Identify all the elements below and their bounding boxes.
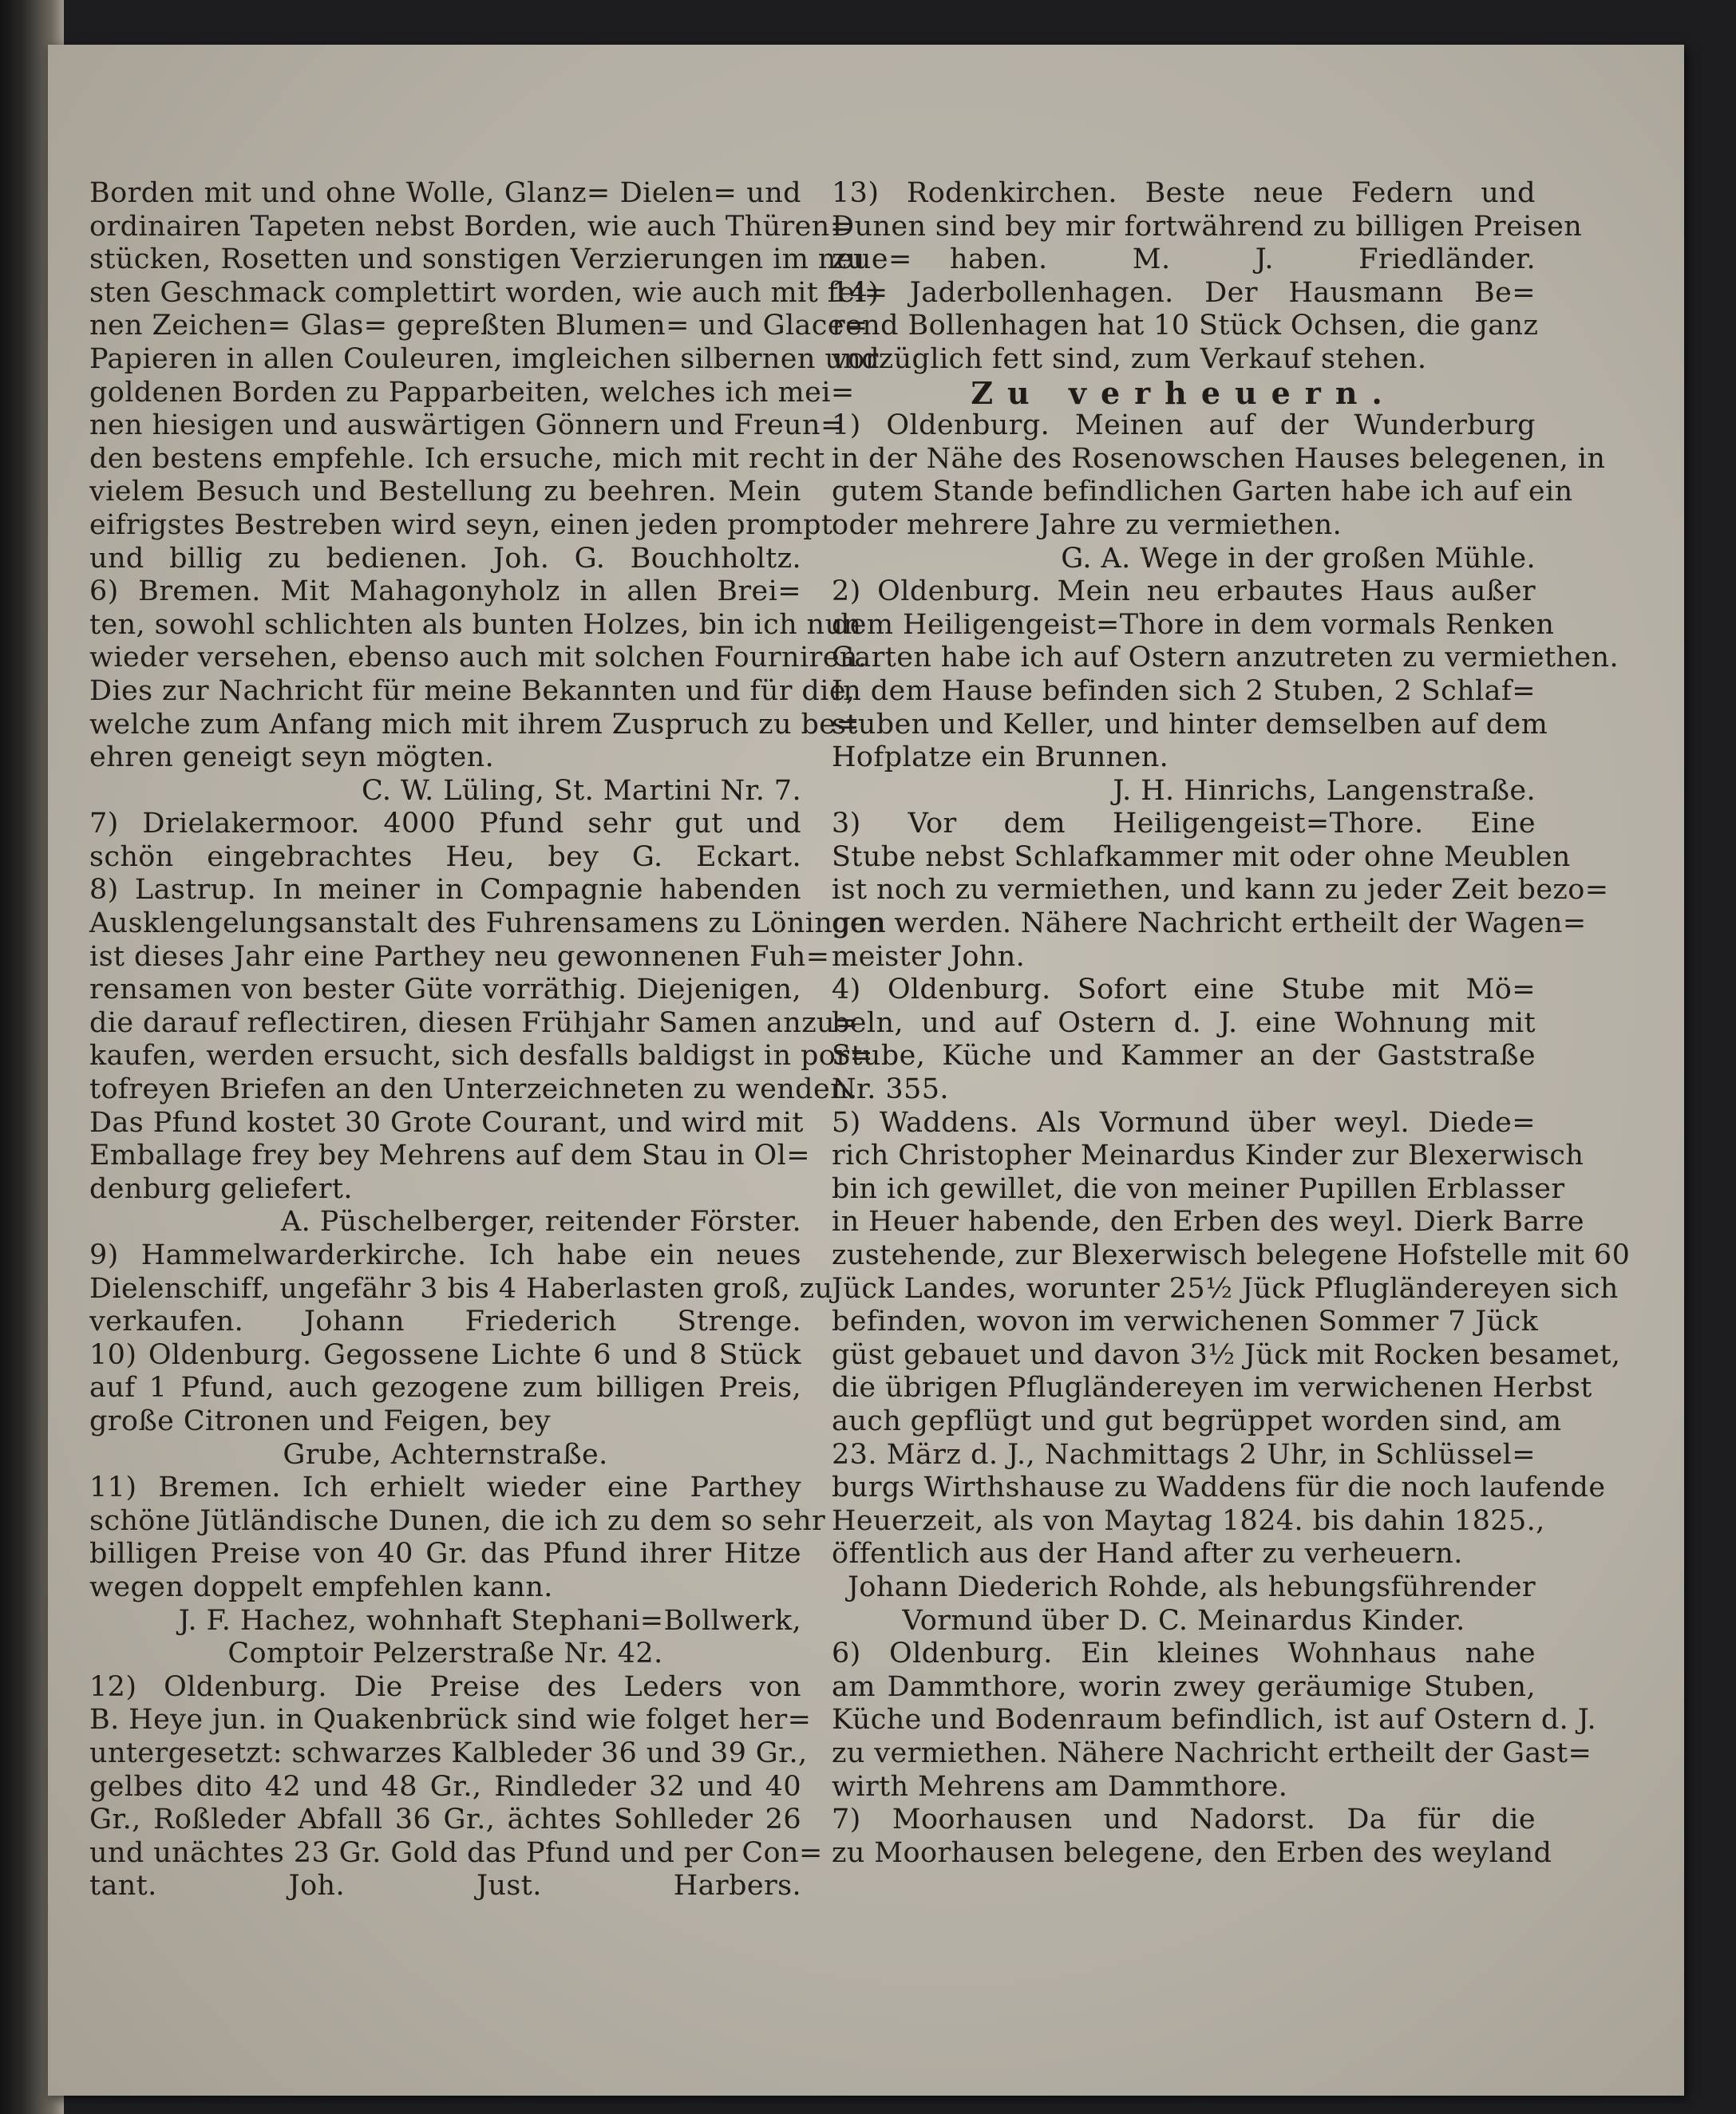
signature-line: A. Püschelberger, reitender Förster. xyxy=(281,1206,801,1239)
signature-line: Comptoir Pelzerstraße Nr. 42. xyxy=(227,1638,663,1670)
text-line: öffentlich aus der Hand after zu verheuern. xyxy=(832,1538,1463,1571)
text-line: 7) Drielakermoor. 4000 Pfund sehr gut und xyxy=(89,808,801,840)
signature-line: Vormund über D. C. Meinardus Kinder. xyxy=(902,1604,1465,1637)
text-line: ist dieses Jahr eine Parthey neu gewonnenen Fuh= xyxy=(89,940,830,973)
text-line: goldenen Borden zu Papparbeiten, welches ich mei= xyxy=(89,376,855,409)
text-line: 4) Oldenburg. Sofort eine Stube mit Mö= xyxy=(832,974,1536,1006)
text-line: billigen Preise von 40 Gr. das Pfund ihrer Hitze xyxy=(89,1538,801,1571)
text-line: Stube, Küche und Kammer an der Gaststraße xyxy=(832,1040,1536,1073)
text-line: denburg geliefert. xyxy=(89,1172,353,1205)
text-line: eifrigstes Bestreben wird seyn, einen jeden prompt xyxy=(89,508,833,541)
text-line: untergesetzt: schwarzes Kalbleder 36 und 39 Gr., xyxy=(89,1737,808,1769)
text-line: Dies zur Nachricht für meine Bekannten und für die, xyxy=(89,674,856,707)
text-line: die darauf reflectiren, diesen Frühjahr Samen anzu= xyxy=(89,1006,859,1039)
text-line: Borden mit und ohne Wolle, Glanz= Dielen= und xyxy=(89,177,801,209)
text-line: und unächtes 23 Gr. Gold das Pfund und per Con= xyxy=(89,1836,823,1869)
text-line: zu vermiethen. Nähere Nachricht ertheilt der Gast= xyxy=(832,1737,1592,1769)
text-line: zustehende, zur Blexerwisch belegene Hofstelle mit 60 xyxy=(832,1239,1631,1271)
text-line: wegen doppelt empfehlen kann. xyxy=(89,1571,553,1603)
text-line: wieder versehen, ebenso auch mit solchen Fourniren. xyxy=(89,642,868,674)
text-line: Papieren in allen Couleuren, imgleichen silbernen und xyxy=(89,342,880,375)
text-line: gutem Stande befindlichen Garten habe ich auf ein xyxy=(832,476,1573,508)
text-line: oder mehrere Jahre zu vermiethen. xyxy=(832,508,1343,541)
text-line: auch gepflügt und gut begrüppet worden sind, am xyxy=(832,1405,1562,1437)
text-line: auf 1 Pfund, auch gezogene zum billigen Preis, xyxy=(89,1372,801,1405)
text-line: vorzüglich fett sind, zum Verkauf stehen. xyxy=(832,342,1427,375)
text-line: ehren geneigt seyn mögten. xyxy=(89,741,495,774)
text-line: welche zum Anfang mich mit ihrem Zuspruch zu be= xyxy=(89,708,860,741)
text-line: In dem Hause befinden sich 2 Stuben, 2 Schlaf= xyxy=(832,674,1536,707)
text-line: burgs Wirthshause zu Waddens für die noch laufende xyxy=(832,1472,1606,1504)
text-line: die übrigen Pflugländereyen im verwichenen Herbst xyxy=(832,1372,1592,1405)
text-line: dem Heiligengeist=Thore in dem vormals Renken xyxy=(832,608,1555,641)
text-line: in der Nähe des Rosenowschen Hauses belegenen, in xyxy=(832,442,1606,475)
text-line: beln, und auf Ostern d. J. eine Wohnung mit xyxy=(832,1006,1536,1039)
text-line: schöne Jütländische Dunen, die ich zu dem so sehr xyxy=(89,1504,826,1537)
text-line: 8) Lastrup. In meiner in Compagnie habenden xyxy=(89,874,801,907)
signature-line: Johann Diederich Rohde, als hebungsführender xyxy=(847,1571,1536,1603)
signature-line: J. H. Hinrichs, Langenstraße. xyxy=(1113,774,1536,807)
text-line: zu haben. M. J. Friedländer. xyxy=(832,243,1536,276)
signature-line: C. W. Lüling, St. Martini Nr. 7. xyxy=(361,774,801,807)
text-line: rich Christopher Meinardus Kinder zur Blexerwisch xyxy=(832,1140,1584,1172)
text-line: 2) Oldenburg. Mein neu erbautes Haus außer xyxy=(832,575,1536,608)
section-heading: Zu verheuern. xyxy=(971,374,1397,411)
signature-line: J. F. Hachez, wohnhaft Stephani=Bollwerk, xyxy=(178,1604,801,1637)
text-line: Heuerzeit, als von Maytag 1824. bis dahin 1825., xyxy=(832,1504,1545,1537)
text-line: schön eingebrachtes Heu, bey G. Eckart. xyxy=(89,840,801,873)
text-line: gen werden. Nähere Nachricht ertheilt der Wagen= xyxy=(832,907,1587,940)
right-column xyxy=(832,177,1631,1870)
text-line: 9) Hammelwarderkirche. Ich habe ein neues xyxy=(89,1239,801,1271)
text-line: rensamen von bester Güte vorräthig. Diejenigen, xyxy=(89,974,801,1006)
text-line: Garten habe ich auf Ostern anzutreten zu vermiethen. xyxy=(832,642,1619,674)
text-line: nen Zeichen= Glas= gepreßten Blumen= und Glace= xyxy=(89,310,868,342)
text-line: 7) Moorhausen und Nadorst. Da für die xyxy=(832,1804,1536,1836)
text-line: 23. März d. J., Nachmittags 2 Uhr, in Schlüssel= xyxy=(832,1438,1536,1471)
text-line: stücken, Rosetten und sonstigen Verzierungen im neue= xyxy=(89,243,912,276)
text-line: Hofplatze ein Brunnen. xyxy=(832,741,1169,774)
text-line: rend Bollenhagen hat 10 Stück Ochsen, die ganz xyxy=(832,310,1539,342)
text-line: tofreyen Briefen an den Unterzeichneten zu wenden. xyxy=(89,1073,858,1106)
text-line: wirth Mehrens am Dammthore. xyxy=(832,1770,1288,1803)
text-line: bin ich gewillet, die von meiner Pupillen Erblasser xyxy=(832,1172,1565,1205)
text-line: 10) Oldenburg. Gegossene Lichte 6 und 8 Stück xyxy=(89,1338,801,1371)
text-line: ist noch zu vermiethen, und kann zu jeder Zeit bezo= xyxy=(832,874,1609,907)
text-line: große Citronen und Feigen, bey xyxy=(89,1405,551,1437)
text-line: Gr., Roßleder Abfall 36 Gr., ächtes Sohlleder 26 xyxy=(89,1804,801,1836)
text-line: ten, sowohl schlichten als bunten Holzes, bin ich nun xyxy=(89,608,862,641)
text-line: ordinairen Tapeten nebst Borden, wie auch Thüren= xyxy=(89,210,854,243)
text-line: den bestens empfehle. Ich ersuche, mich mit recht xyxy=(89,442,825,475)
text-line: B. Heye jun. in Quakenbrück sind wie folget her= xyxy=(89,1704,812,1737)
text-line: und billig zu bedienen. Joh. G. Bouchholtz. xyxy=(89,542,801,575)
text-line: Nr. 355. xyxy=(832,1073,949,1106)
text-line: kaufen, werden ersucht, sich desfalls baldigst in por= xyxy=(89,1040,874,1073)
text-line: 13) Rodenkirchen. Beste neue Federn und xyxy=(832,177,1536,209)
signature-line: Grube, Achternstraße. xyxy=(283,1438,608,1471)
text-line: güst gebauet und davon 3½ Jück mit Rocken besamet, xyxy=(832,1338,1621,1371)
text-line: 5) Waddens. Als Vormund über weyl. Diede= xyxy=(832,1106,1536,1139)
text-line: 6) Bremen. Mit Mahagonyholz in allen Brei= xyxy=(89,575,801,608)
signature-line: G. A. Wege in der großen Mühle. xyxy=(1061,542,1536,575)
text-line: Küche und Bodenraum befindlich, ist auf Ostern d. J. xyxy=(832,1704,1596,1737)
text-line: am Dammthore, worin zwey geräumige Stuben, xyxy=(832,1670,1536,1703)
text-line: meister John. xyxy=(832,940,1026,973)
text-line: 6) Oldenburg. Ein kleines Wohnhaus nahe xyxy=(832,1638,1536,1670)
text-line: gelbes dito 42 und 48 Gr., Rindleder 32 und 40 xyxy=(89,1770,801,1803)
text-line: 3) Vor dem Heiligengeist=Thore. Eine xyxy=(832,808,1536,840)
text-line: Das Pfund kostet 30 Grote Courant, und wird mit xyxy=(89,1106,804,1139)
text-line: befinden, wovon im verwichenen Sommer 7 Jück xyxy=(832,1306,1539,1338)
text-line: Dielenschiff, ungefähr 3 bis 4 Haberlasten groß, zu xyxy=(89,1272,833,1305)
text-line: tant. Joh. Just. Harbers. xyxy=(89,1870,801,1903)
text-line: 11) Bremen. Ich erhielt wieder eine Parthey xyxy=(89,1472,801,1504)
text-line: Ausklengelungsanstalt des Fuhrensamens zu Löningen xyxy=(89,907,887,940)
text-line: vielem Besuch und Bestellung zu beehren. Mein xyxy=(89,476,801,508)
text-line: Jück Landes, worunter 25½ Jück Pflugländereyen sich xyxy=(832,1272,1619,1305)
text-line: 12) Oldenburg. Die Preise des Leders von xyxy=(89,1670,801,1703)
text-line: 1) Oldenburg. Meinen auf der Wunderburg xyxy=(832,409,1536,442)
text-line: in Heuer habende, den Erben des weyl. Dierk Barre xyxy=(832,1206,1584,1239)
text-line: Stube nebst Schlafkammer mit oder ohne Meublen xyxy=(832,840,1571,873)
text-line: sten Geschmack complettirt worden, wie auch mit fei= xyxy=(89,276,888,309)
text-line: Dunen sind bey mir fortwährend zu billigen Preisen xyxy=(832,210,1583,243)
text-line: verkaufen. Johann Friederich Strenge. xyxy=(89,1306,801,1338)
text-line: Emballage frey bey Mehrens auf dem Stau in Ol= xyxy=(89,1140,810,1172)
text-line: zu Moorhausen belegene, den Erben des weyland xyxy=(832,1836,1552,1869)
text-line: 14) Jaderbollenhagen. Der Hausmann Be= xyxy=(832,276,1536,309)
text-line: stuben und Keller, und hinter demselben auf dem xyxy=(832,708,1548,741)
text-line: nen hiesigen und auswärtigen Gönnern und Freun= xyxy=(89,409,844,442)
